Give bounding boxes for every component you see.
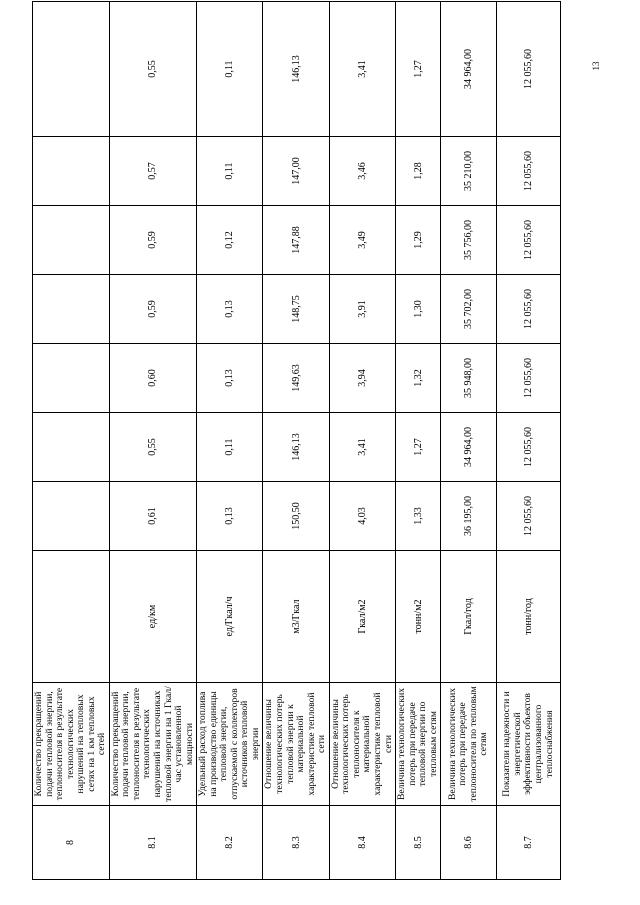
- value-cell: [33, 482, 110, 551]
- value-cell: 12 055,60: [497, 344, 561, 413]
- value-cell: [33, 275, 110, 344]
- value-cell: 12 055,60: [497, 413, 561, 482]
- table-row: [33, 2, 110, 880]
- value-cell: 3,41: [329, 413, 395, 482]
- value-cell: 34 964,00: [441, 413, 497, 482]
- value-cell: 36 195,00: [441, 482, 497, 551]
- value-cell: 3,91: [329, 275, 395, 344]
- value-cell: 1,28: [396, 137, 441, 206]
- value-cell: 34 964,00: [441, 2, 497, 137]
- value-cell: 12 055,60: [497, 275, 561, 344]
- indicator-name-cell: Отношение величины технологических потерь теплоносителя к материальной характеристике тепловой сети: [329, 683, 395, 806]
- value-cell: 0,59: [109, 206, 196, 275]
- indicator-name-cell: Показатели надежности и энергетической эффективности объектов централизованного теплоснабжения: [497, 683, 561, 806]
- row-number-cell: 8.7: [497, 806, 561, 880]
- value-cell: 12 055,60: [497, 482, 561, 551]
- indicator-name-cell: Величина технологических потерь при передаче теплоносителя по тепловым сетям: [441, 683, 497, 806]
- value-cell: 35 210,00: [441, 137, 497, 206]
- rotated-table-container: [32, 2, 555, 880]
- table-row: [497, 2, 561, 880]
- unit-cell: [33, 551, 110, 683]
- value-cell: 146,13: [263, 2, 329, 137]
- value-cell: [33, 137, 110, 206]
- value-cell: 1,33: [396, 482, 441, 551]
- value-cell: 1,27: [396, 413, 441, 482]
- value-cell: 1,30: [396, 275, 441, 344]
- unit-cell: ед/км: [109, 551, 196, 683]
- value-cell: 149,63: [263, 344, 329, 413]
- page-number: 13: [591, 61, 601, 71]
- value-cell: 3,46: [329, 137, 395, 206]
- value-cell: 0,13: [197, 344, 263, 413]
- value-cell: 0,13: [197, 275, 263, 344]
- value-cell: 0,55: [109, 2, 196, 137]
- table-row: [197, 2, 263, 880]
- row-number-cell: 8.6: [441, 806, 497, 880]
- row-number-cell: 8.2: [197, 806, 263, 880]
- value-cell: 35 948,00: [441, 344, 497, 413]
- value-cell: 0,11: [197, 137, 263, 206]
- indicator-name-cell: Количество прекращений подачи тепловой энергии, теплоносителя в результате технологических нарушений на тепловых сетях на 1 км тепловых сетей: [33, 683, 110, 806]
- value-cell: 1,27: [396, 2, 441, 137]
- row-number-cell: 8.5: [396, 806, 441, 880]
- unit-cell: тонн/год: [497, 551, 561, 683]
- value-cell: 148,75: [263, 275, 329, 344]
- table-row: [441, 2, 497, 880]
- unit-cell: м3/Гкал: [263, 551, 329, 683]
- value-cell: 12 055,60: [497, 137, 561, 206]
- value-cell: 35 756,00: [441, 206, 497, 275]
- value-cell: 3,94: [329, 344, 395, 413]
- row-number-cell: 8.3: [263, 806, 329, 880]
- indicator-name-cell: Удельный расход топлива на производство единицы тепловой энергии, отпускаемой с коллекторов источников тепловой энергии: [197, 683, 263, 806]
- unit-cell: ед/Гкал/ч: [197, 551, 263, 683]
- value-cell: [33, 2, 110, 137]
- value-cell: 3,41: [329, 2, 395, 137]
- value-cell: 3,49: [329, 206, 395, 275]
- indicators-table: [32, 1, 561, 880]
- value-cell: 12 055,60: [497, 2, 561, 137]
- value-cell: 0,55: [109, 413, 196, 482]
- table-row: [109, 2, 196, 880]
- row-number-cell: 8.1: [109, 806, 196, 880]
- value-cell: 0,13: [197, 482, 263, 551]
- value-cell: [33, 413, 110, 482]
- value-cell: 0,59: [109, 275, 196, 344]
- value-cell: 0,57: [109, 137, 196, 206]
- value-cell: 146,13: [263, 413, 329, 482]
- indicator-name-cell: Величина технологических потерь при передаче тепловой энергии по тепловым сетям: [396, 683, 441, 806]
- indicator-name-cell: Отношение величины технологических потерь тепловой энергии к материальной характеристике тепловой сети: [263, 683, 329, 806]
- value-cell: 0,60: [109, 344, 196, 413]
- value-cell: 1,29: [396, 206, 441, 275]
- value-cell: 35 702,00: [441, 275, 497, 344]
- indicator-name-cell: Количество прекращений подачи тепловой энергии, теплоносителя в результате технологических нарушений на источниках тепловой энергии на 1 Гкал/час установленной мощности: [109, 683, 196, 806]
- value-cell: 147,88: [263, 206, 329, 275]
- table-row: [329, 2, 395, 880]
- row-number-cell: 8.4: [329, 806, 395, 880]
- value-cell: 1,32: [396, 344, 441, 413]
- value-cell: 0,12: [197, 206, 263, 275]
- value-cell: [33, 344, 110, 413]
- value-cell: 0,61: [109, 482, 196, 551]
- table-row: [263, 2, 329, 880]
- unit-cell: тонн/м2: [396, 551, 441, 683]
- value-cell: 0,11: [197, 413, 263, 482]
- value-cell: 12 055,60: [497, 206, 561, 275]
- row-number-cell: 8: [33, 806, 110, 880]
- value-cell: 147,00: [263, 137, 329, 206]
- table-row: [396, 2, 441, 880]
- value-cell: 4,03: [329, 482, 395, 551]
- unit-cell: Гкал/год: [441, 551, 497, 683]
- value-cell: [33, 206, 110, 275]
- unit-cell: Гкал/м2: [329, 551, 395, 683]
- value-cell: 150,50: [263, 482, 329, 551]
- value-cell: 0,11: [197, 2, 263, 137]
